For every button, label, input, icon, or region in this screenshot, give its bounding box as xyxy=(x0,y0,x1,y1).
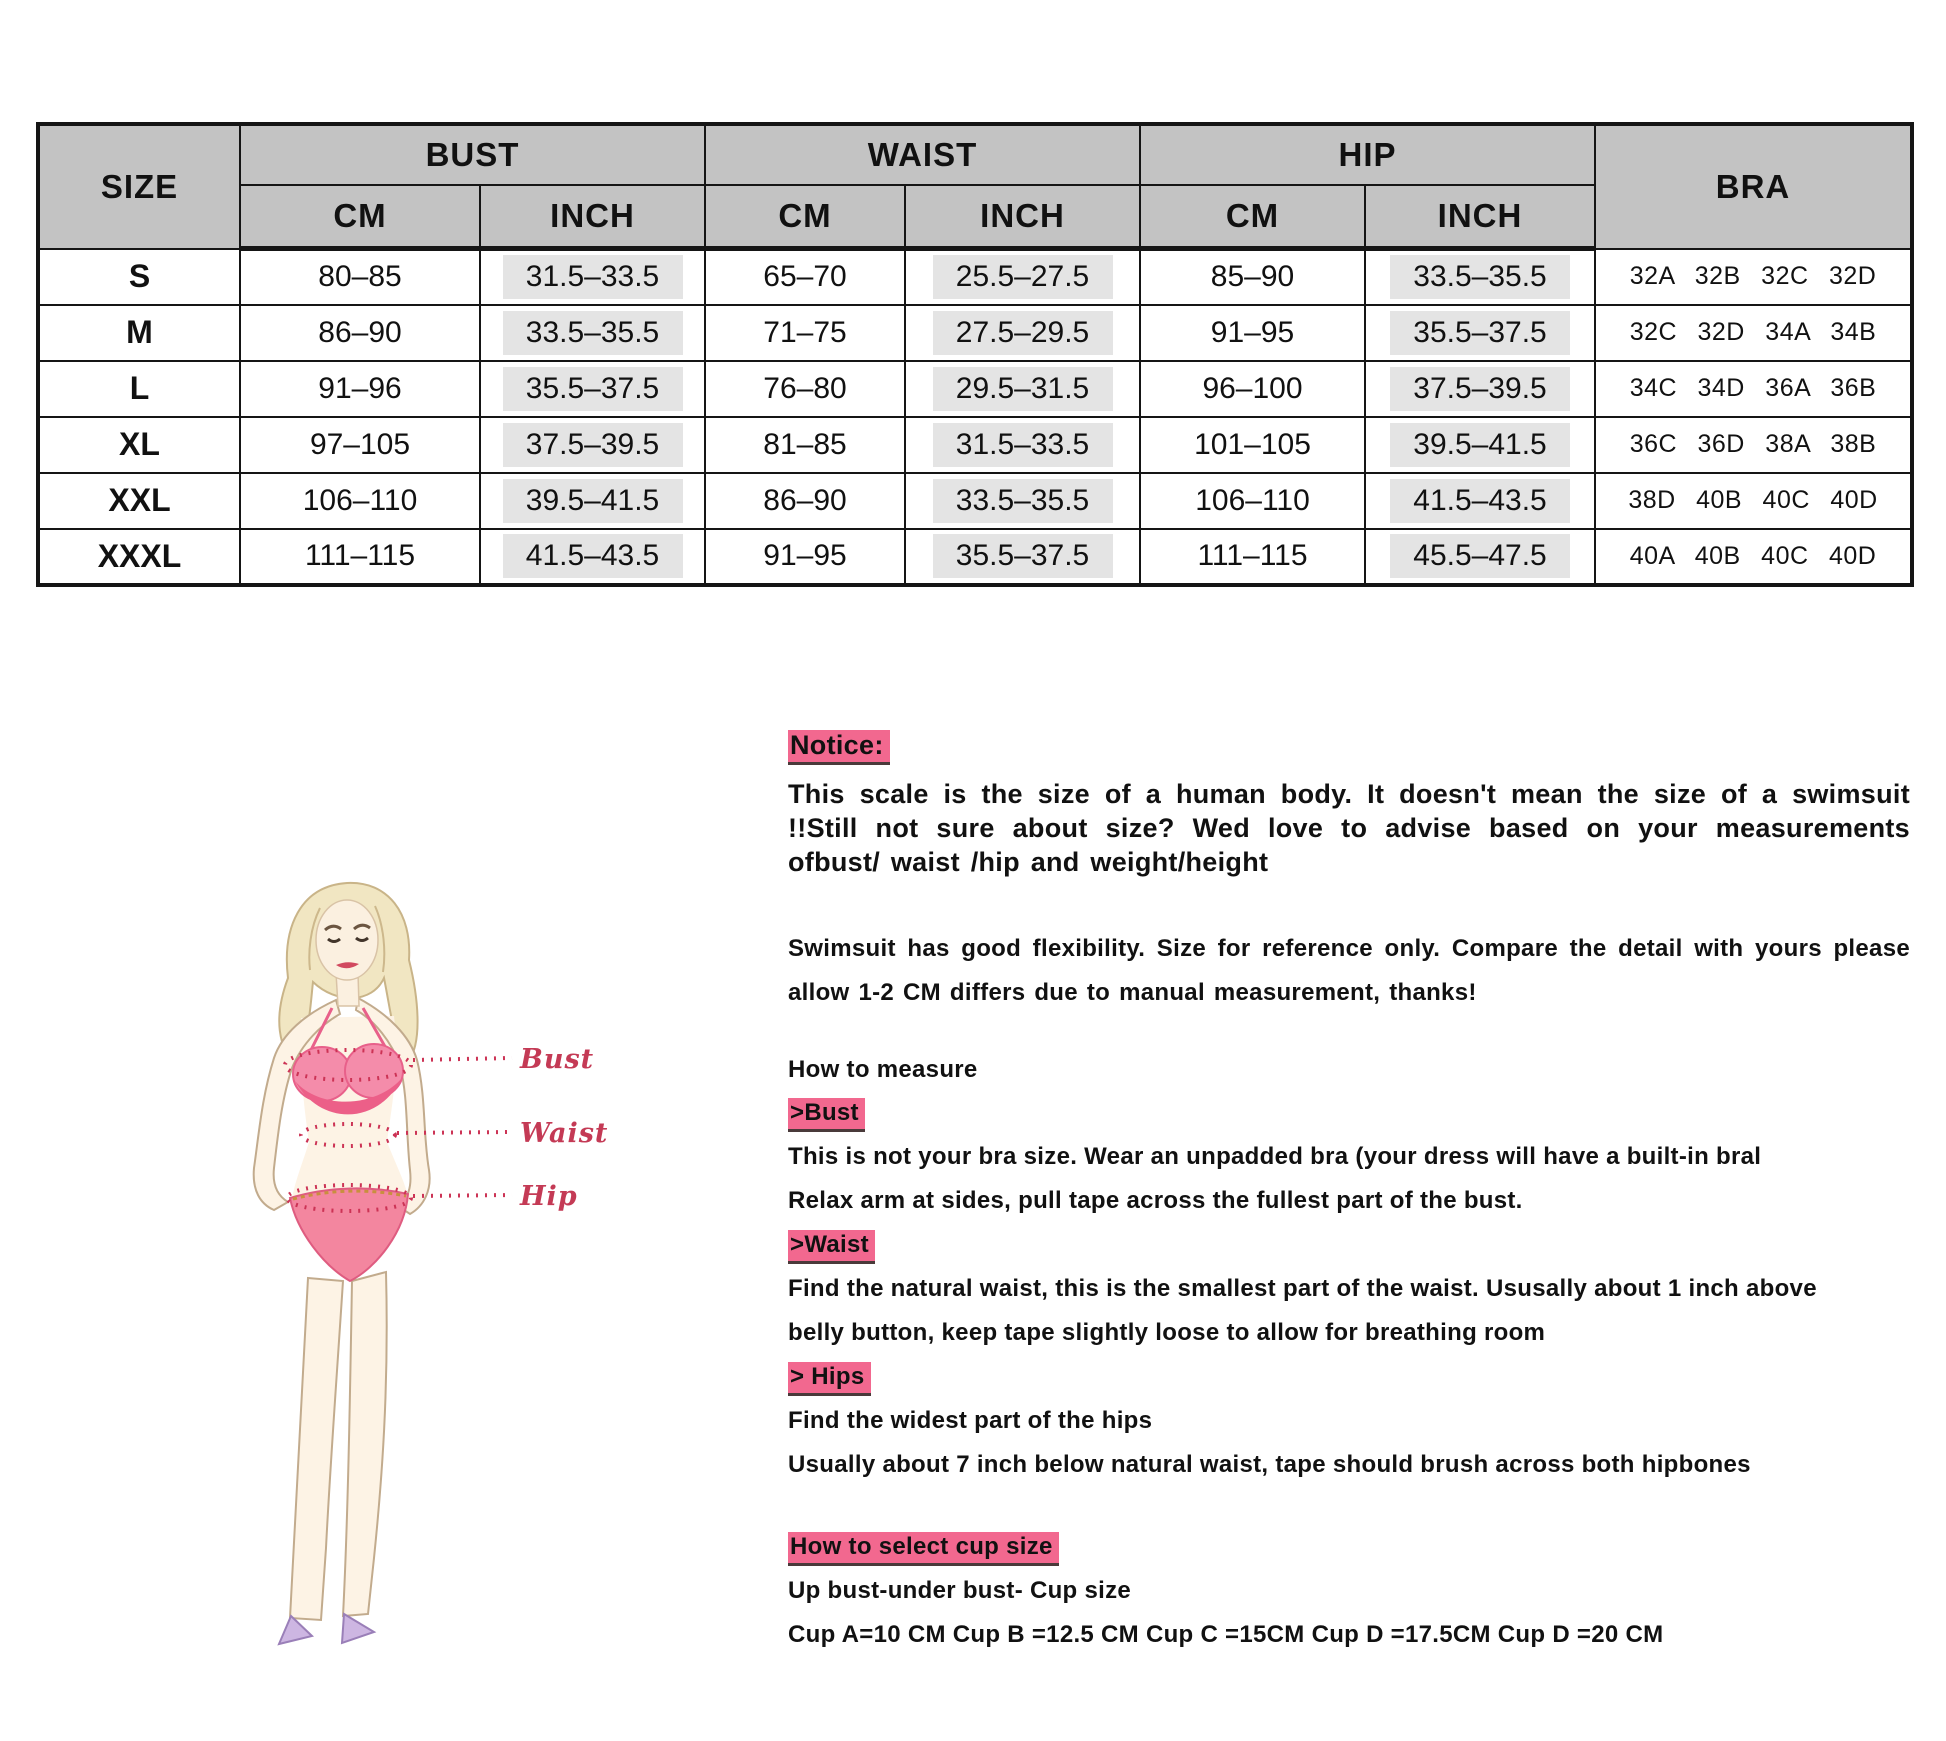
header-waist-cm: CM xyxy=(705,185,905,249)
size-chart-table xyxy=(36,122,1914,587)
inch-value: 33.5–35.5 xyxy=(933,479,1113,523)
hips-section-heading: > Hips xyxy=(788,1362,871,1396)
bust-instruction-line: This is not your bra size. Wear an unpadded bra (your dress will have a built-in bral xyxy=(788,1143,1762,1170)
bust-inch-cell xyxy=(480,305,705,361)
right-leg xyxy=(343,1272,387,1616)
cup-size-line: Cup A=10 CM Cup B =12.5 CM Cup C =15CM Cup D =17.5CM Cup D =20 CM xyxy=(788,1621,1664,1648)
bust-cm-cell: 86–90 xyxy=(240,305,480,361)
inch-value: 33.5–35.5 xyxy=(503,311,683,355)
waist-cm-cell: 65–70 xyxy=(705,249,905,305)
cup-size-line: Up bust-under bust- Cup size xyxy=(788,1577,1132,1604)
header-bra: BRA xyxy=(1595,124,1912,249)
inch-value: 31.5–33.5 xyxy=(933,423,1113,467)
header-size: SIZE xyxy=(38,124,240,249)
bust-inch-cell xyxy=(480,361,705,417)
inch-value: 35.5–37.5 xyxy=(1390,311,1570,355)
waist-inch-cell xyxy=(905,305,1140,361)
right-shoe xyxy=(342,1614,374,1643)
inch-value: 29.5–31.5 xyxy=(933,367,1113,411)
waist-cm-cell: 76–80 xyxy=(705,361,905,417)
waist-inch-cell xyxy=(905,473,1140,529)
measurement-figure-sketch xyxy=(160,868,630,1668)
size-cell: XXL xyxy=(38,473,240,529)
figure-illustration xyxy=(160,868,630,1668)
flexibility-note-text: Swimsuit has good flexibility. Size for reference only. Compare the detail with yours please allow 1-2 CM differs due to manual measurement, thanks! xyxy=(788,935,1910,1006)
bust-guide-line xyxy=(413,1058,512,1060)
inch-value: 25.5–27.5 xyxy=(933,255,1113,299)
hips-instruction-line: Find the widest part of the hips xyxy=(788,1407,1153,1434)
size-cell: XXXL xyxy=(38,529,240,585)
size-cell: XL xyxy=(38,417,240,473)
bust-inch-cell xyxy=(480,249,705,305)
bikini-bottom xyxy=(290,1188,408,1281)
waist-inch-cell xyxy=(905,249,1140,305)
table-row xyxy=(38,361,1912,417)
hip-inch-cell xyxy=(1365,473,1595,529)
bra-cell: 32C 32D 34A 34B xyxy=(1595,305,1912,361)
cup-size-section xyxy=(788,1525,1910,1657)
hip-cm-cell: 91–95 xyxy=(1140,305,1365,361)
header-bust: BUST xyxy=(240,124,705,185)
inch-value: 27.5–29.5 xyxy=(933,311,1113,355)
waist-inch-cell xyxy=(905,361,1140,417)
waist-inch-cell xyxy=(905,417,1140,473)
inch-value: 31.5–33.5 xyxy=(503,255,683,299)
bust-inch-cell xyxy=(480,529,705,585)
hip-inch-cell xyxy=(1365,529,1595,585)
inch-value: 41.5–43.5 xyxy=(503,534,683,578)
hip-cm-cell: 85–90 xyxy=(1140,249,1365,305)
waist-inch-cell xyxy=(905,529,1140,585)
inch-value: 35.5–37.5 xyxy=(933,534,1113,578)
inch-value: 37.5–39.5 xyxy=(1390,367,1570,411)
waist-cm-cell: 91–95 xyxy=(705,529,905,585)
hip-label: Hip xyxy=(520,1181,578,1212)
table-row xyxy=(38,529,1912,585)
left-shoe xyxy=(279,1616,312,1644)
header-hip-inch: INCH xyxy=(1365,185,1595,249)
bust-inch-cell xyxy=(480,417,705,473)
notice-section xyxy=(788,730,1910,1657)
waist-cm-cell: 86–90 xyxy=(705,473,905,529)
cup-size-heading: How to select cup size xyxy=(788,1532,1059,1566)
bust-inch-cell xyxy=(480,473,705,529)
bust-cm-cell: 106–110 xyxy=(240,473,480,529)
bra-cell: 38D 40B 40C 40D xyxy=(1595,473,1912,529)
inch-value: 39.5–41.5 xyxy=(503,479,683,523)
header-hip-cm: CM xyxy=(1140,185,1365,249)
bra-cell: 40A 40B 40C 40D xyxy=(1595,529,1912,585)
notice-heading: Notice: xyxy=(788,730,890,765)
how-to-measure-title: How to measure xyxy=(788,1056,978,1083)
waist-section-heading: >Waist xyxy=(788,1230,875,1264)
bust-cm-cell: 91–96 xyxy=(240,361,480,417)
notice-body-text: This scale is the size of a human body. It doesn't mean the size of a swimsuit !!Still not sure about size? Wed love to advise based on your measurements ofbust/ waist /hip and weight/height xyxy=(788,779,1910,877)
header-waist: WAIST xyxy=(705,124,1140,185)
bust-section-heading: >Bust xyxy=(788,1098,865,1132)
hip-cm-cell: 111–115 xyxy=(1140,529,1365,585)
waist-cm-cell: 71–75 xyxy=(705,305,905,361)
bust-instruction-line: Relax arm at sides, pull tape across the fullest part of the bust. xyxy=(788,1187,1523,1214)
bra-cell: 34C 34D 36A 36B xyxy=(1595,361,1912,417)
bra-cell: 36C 36D 38A 38B xyxy=(1595,417,1912,473)
header-bust-inch: INCH xyxy=(480,185,705,249)
inch-value: 41.5–43.5 xyxy=(1390,479,1570,523)
inch-value: 39.5–41.5 xyxy=(1390,423,1570,467)
table-row xyxy=(38,417,1912,473)
inch-value: 35.5–37.5 xyxy=(503,367,683,411)
table-row xyxy=(38,473,1912,529)
inch-value: 45.5–47.5 xyxy=(1390,534,1570,578)
hip-inch-cell xyxy=(1365,361,1595,417)
waist-instruction-line: Find the natural waist, this is the smallest part of the waist. Ususally about 1 inch above xyxy=(788,1275,1817,1302)
hip-inch-cell xyxy=(1365,417,1595,473)
bust-cm-cell: 80–85 xyxy=(240,249,480,305)
size-cell: S xyxy=(38,249,240,305)
left-leg xyxy=(290,1278,343,1620)
inch-value: 33.5–35.5 xyxy=(1390,255,1570,299)
inch-value: 37.5–39.5 xyxy=(503,423,683,467)
header-hip: HIP xyxy=(1140,124,1595,185)
table-row xyxy=(38,249,1912,305)
bust-cm-cell: 111–115 xyxy=(240,529,480,585)
waist-cm-cell: 81–85 xyxy=(705,417,905,473)
size-cell: M xyxy=(38,305,240,361)
hip-cm-cell: 96–100 xyxy=(1140,361,1365,417)
waist-instruction-line: belly button, keep tape slightly loose to allow for breathing room xyxy=(788,1319,1546,1346)
hip-guide-line xyxy=(413,1195,512,1196)
size-cell: L xyxy=(38,361,240,417)
hip-cm-cell: 106–110 xyxy=(1140,473,1365,529)
bust-label: Bust xyxy=(520,1044,595,1075)
table-row xyxy=(38,305,1912,361)
hips-instruction-line: Usually about 7 inch below natural waist, tape should brush across both hipbones xyxy=(788,1451,1751,1478)
hip-cm-cell: 101–105 xyxy=(1140,417,1365,473)
waist-label: Waist xyxy=(520,1118,609,1149)
bra-cell: 32A 32B 32C 32D xyxy=(1595,249,1912,305)
hip-inch-cell xyxy=(1365,305,1595,361)
hip-inch-cell xyxy=(1365,249,1595,305)
header-bust-cm: CM xyxy=(240,185,480,249)
header-waist-inch: INCH xyxy=(905,185,1140,249)
bust-cm-cell: 97–105 xyxy=(240,417,480,473)
